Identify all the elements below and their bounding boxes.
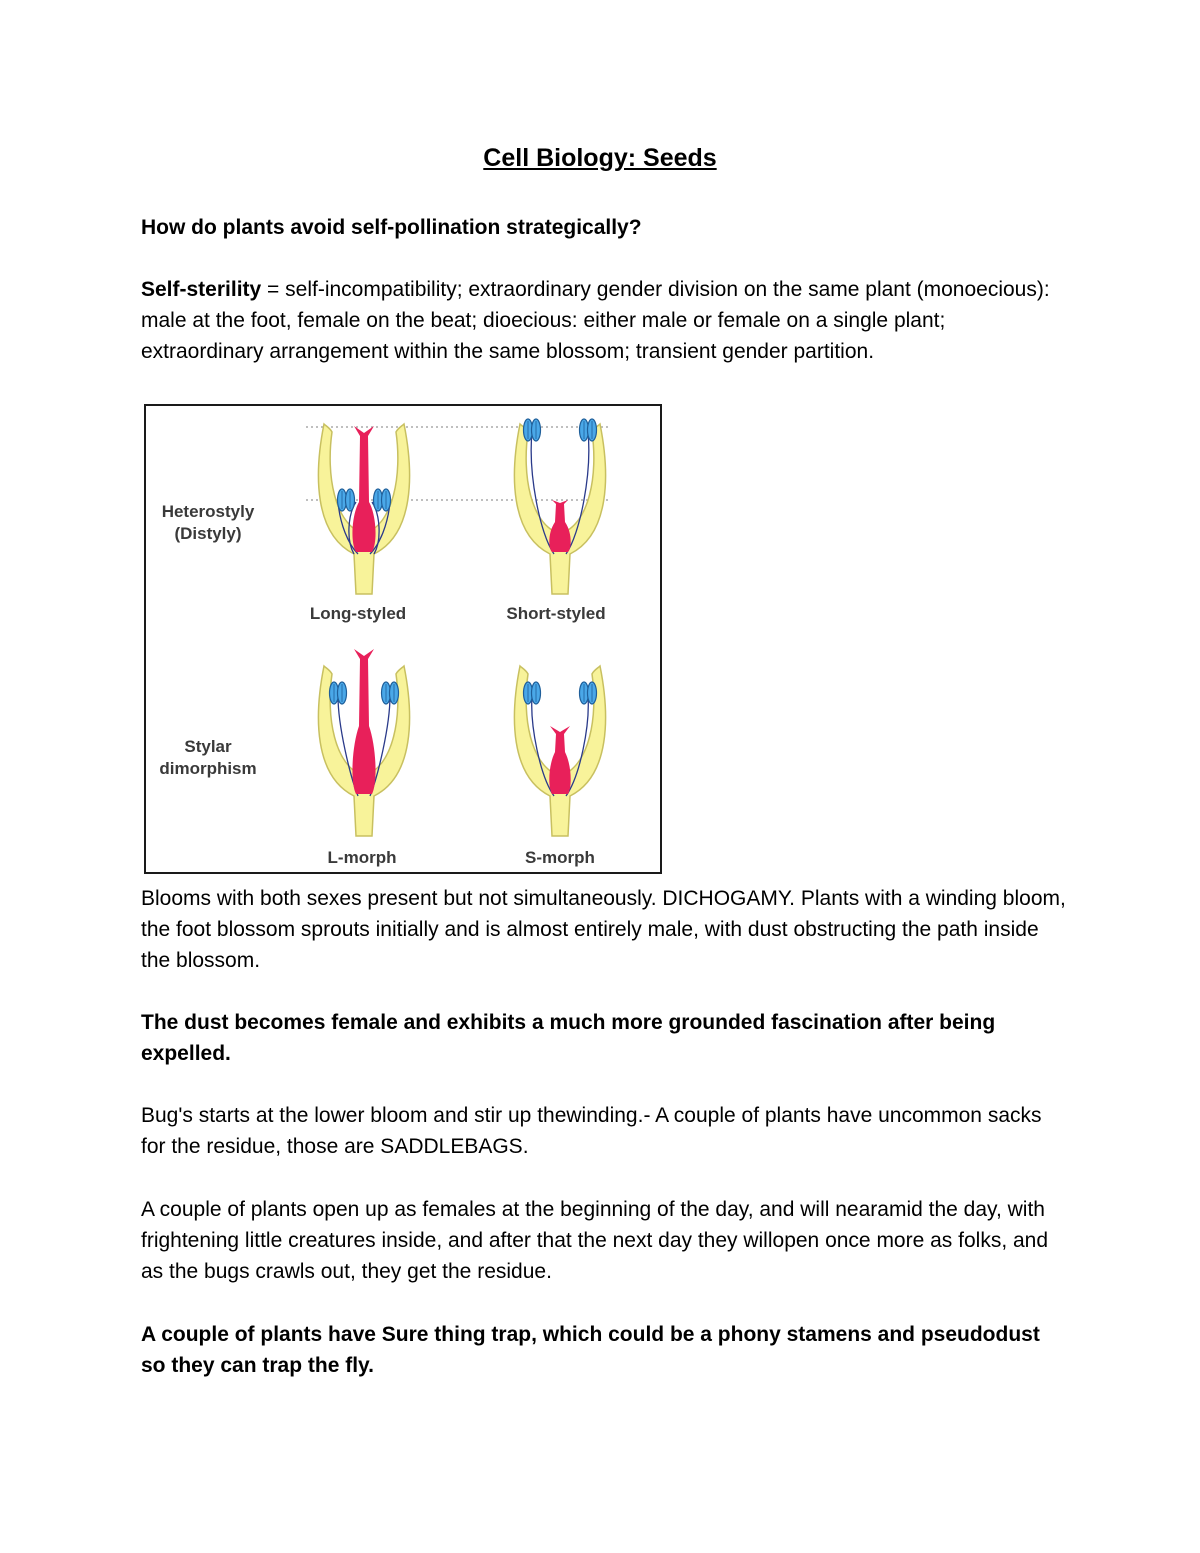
row2-label-line2: dimorphism [159,759,257,778]
caption-short-styled: Short-styled [506,604,606,623]
self-sterility-term: Self-sterility [141,278,262,301]
caption-s-morph: S-morph [525,848,595,867]
caption-long-styled: Long-styled [309,604,407,623]
self-sterility-paragraph [141,274,1066,368]
self-sterility-definition: = self-incompatibility; extraordinary gender division on the same plant (monoecious): male at the foot, female on the beat; dioecious: either male or female on a single plant; extraordinary arrangement within the same blossom; transient gender partition. [141,278,1050,364]
caption-l-morph: L-morph [327,848,397,867]
page-title: Cell Biology: Seeds [483,144,717,172]
dust-female-paragraph: The dust becomes female and exhibits a much more grounded fascination after being expelled. [141,1011,996,1066]
saddlebags-paragraph: Bug's starts at the lower bloom and stir up thewinding.- A couple of plants have uncommon sacks for the residue, those are SADDLEBAGS. [141,1104,1042,1159]
short-styled-flower [514,419,605,594]
long-styled-flower [318,424,409,594]
trap-paragraph: A couple of plants have Sure thing trap, which could be a phony stamens and pseudodust so they can trap the fly. [141,1323,1040,1378]
dichogamy-paragraph: Blooms with both sexes present but not simultaneously. DICHOGAMY. Plants with a winding bloom, the foot blossom sprouts initially and is almost entirely male, with dust obstructing the path inside the blossom. [141,887,1066,973]
females-morning-paragraph: A couple of plants open up as females at the beginning of the day, and will nearamid the day, with frightening little creatures inside, and after that the next day they willopen once more as folks, and as the bugs crawls out, they get the residue. [141,1198,1049,1284]
row2-label-line1: Stylar [184,737,232,756]
row1-label-line2: (Distyly) [174,524,242,543]
heterostyly-diagram [146,406,660,872]
l-morph-flower [318,649,409,836]
question-heading: How do plants avoid self-pollination strategically? [141,216,642,239]
row1-label-line1: Heterostyly [161,502,255,521]
s-morph-flower [514,666,605,836]
heterostyly-figure [144,404,662,874]
